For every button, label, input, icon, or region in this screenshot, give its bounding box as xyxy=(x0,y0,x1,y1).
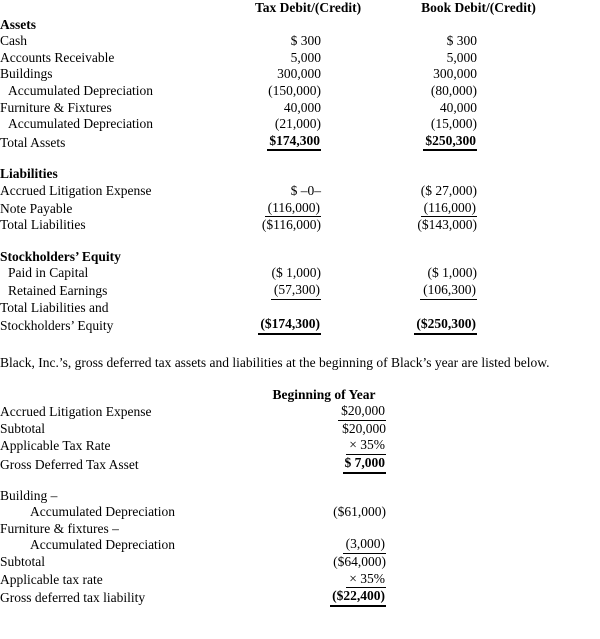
section-heading-assets: Assets xyxy=(0,16,36,32)
row-label: Gross deferred tax liability xyxy=(0,590,146,606)
row-label-line2: Accumulated Depreciation xyxy=(30,537,176,553)
row-label: Gross Deferred Tax Asset xyxy=(0,457,139,473)
row-book-value: 300,000 xyxy=(433,66,477,82)
row-book-value: 40,000 xyxy=(439,99,477,115)
header-tax-column: Tax Debit/(Credit) xyxy=(255,0,362,15)
row-value xyxy=(262,403,386,421)
total-value: ($22,400) xyxy=(330,588,386,607)
table-row xyxy=(0,265,600,282)
row-label: Furniture & Fixtures xyxy=(0,99,112,115)
table-row xyxy=(0,571,600,589)
section-spacer xyxy=(0,151,600,166)
section-spacer xyxy=(0,234,600,249)
table-row-total xyxy=(0,316,600,335)
row-tax-value: 40,000 xyxy=(283,99,321,115)
row-book-value: ($ 1,000) xyxy=(427,265,477,281)
deferred-asset-header-row xyxy=(0,387,600,404)
total-value: ($174,300) xyxy=(258,316,321,335)
row-tax-value xyxy=(255,200,321,218)
row-book-value xyxy=(357,282,477,300)
row-book-value: 5,000 xyxy=(446,49,477,65)
row-tax-value xyxy=(255,282,321,300)
row-label: Total Liabilities and xyxy=(0,299,109,315)
table-row xyxy=(0,300,600,317)
row-label: Stockholders’ Equity xyxy=(0,318,114,334)
total-value: ($250,300) xyxy=(414,316,477,335)
total-value: $250,300 xyxy=(423,133,477,152)
table-row xyxy=(0,437,600,455)
row-book-value xyxy=(357,300,477,317)
section-heading-row-liabilities xyxy=(0,166,600,183)
table-row xyxy=(0,33,600,50)
row-label: Accrued Litigation Expense xyxy=(0,182,152,198)
row-label: Applicable tax rate xyxy=(0,571,103,587)
deferred-tax-liability-table xyxy=(0,488,600,607)
narrative-paragraph: Black, Inc.’s, gross deferred tax assets and liabilities at the beginning of Black’s year are listed below. xyxy=(0,354,550,370)
row-book-value: ($143,000) xyxy=(417,217,477,233)
row-label: Accumulated Depreciation xyxy=(8,82,154,98)
row-value xyxy=(262,571,386,589)
table-row xyxy=(0,554,600,571)
table-row xyxy=(0,100,600,117)
table-row xyxy=(0,50,600,67)
table-row xyxy=(0,421,600,438)
underlined-value: (3,000) xyxy=(343,536,386,554)
table-row xyxy=(0,183,600,200)
row-label-line1: Furniture & fixtures – xyxy=(0,520,119,536)
total-value: $ 7,000 xyxy=(343,455,387,474)
row-tax-value: 300,000 xyxy=(277,66,321,82)
row-tax-value: 5,000 xyxy=(290,49,321,65)
section-heading-row-assets xyxy=(0,17,600,34)
row-label: Applicable Tax Rate xyxy=(0,438,111,454)
underlined-value: (57,300) xyxy=(271,282,321,300)
table-row xyxy=(0,521,600,538)
table-row xyxy=(0,66,600,83)
row-label: Accrued Litigation Expense xyxy=(0,404,152,420)
row-label: Buildings xyxy=(0,66,53,82)
section-heading-equity: Stockholders’ Equity xyxy=(0,248,121,264)
underlined-value: (106,300) xyxy=(420,282,477,300)
row-label: Paid in Capital xyxy=(8,265,89,281)
row-value xyxy=(262,588,386,607)
table-row xyxy=(0,488,600,505)
deferred-tax-asset-table xyxy=(0,387,600,474)
section-heading-row-equity xyxy=(0,249,600,266)
row-book-value xyxy=(357,316,477,335)
header-book-column: Book Debit/(Credit) xyxy=(421,0,536,15)
row-tax-value xyxy=(255,133,321,152)
row-value xyxy=(262,521,386,554)
row-label: Accumulated Depreciation xyxy=(8,116,154,132)
table-row xyxy=(0,83,600,100)
row-label: Total Assets xyxy=(0,134,66,150)
underlined-value: × 35% xyxy=(346,437,386,455)
row-tax-value xyxy=(255,300,321,317)
row-tax-value: (150,000) xyxy=(268,82,321,98)
row-label: Note Payable xyxy=(0,200,73,216)
table-row xyxy=(0,217,600,234)
row-value xyxy=(262,455,386,474)
row-book-value xyxy=(357,133,477,152)
row-label: Accounts Receivable xyxy=(0,49,115,65)
table-row-total xyxy=(0,455,600,474)
row-label: Subtotal xyxy=(0,554,46,570)
balance-sheet-header-row xyxy=(0,0,600,17)
row-tax-value: $ 300 xyxy=(290,33,321,49)
row-book-value: ($ 27,000) xyxy=(420,182,477,198)
table-row xyxy=(0,116,600,133)
underlined-value: $20,000 xyxy=(338,403,386,421)
row-book-value: (80,000) xyxy=(430,82,477,98)
underlined-value: (116,000) xyxy=(421,200,477,218)
table-row xyxy=(0,282,600,300)
row-tax-value: (21,000) xyxy=(274,116,321,132)
row-tax-value xyxy=(255,316,321,335)
row-label: Total Liabilities xyxy=(0,217,86,233)
row-label: Subtotal xyxy=(0,420,46,436)
row-book-value xyxy=(357,200,477,218)
header-label-cell xyxy=(0,0,255,17)
row-label-line1: Building – xyxy=(0,487,58,503)
row-tax-value: ($ 1,000) xyxy=(271,265,321,281)
table-row-total xyxy=(0,133,600,152)
section-heading-liabilities: Liabilities xyxy=(0,166,58,182)
beginning-of-year-header: Beginning of Year xyxy=(272,386,376,402)
row-value xyxy=(262,437,386,455)
table-row xyxy=(0,403,600,421)
row-value: $20,000 xyxy=(342,420,386,436)
row-book-value: (15,000) xyxy=(430,116,477,132)
row-label-line2: Accumulated Depreciation xyxy=(30,504,176,520)
underlined-value: (116,000) xyxy=(265,200,321,218)
row-tax-value: $ –0– xyxy=(290,182,321,198)
row-value: ($64,000) xyxy=(333,554,386,570)
row-tax-value: ($116,000) xyxy=(261,217,321,233)
table-row-total xyxy=(0,588,600,607)
row-label: Retained Earnings xyxy=(8,282,108,298)
row-value: ($61,000) xyxy=(333,504,386,520)
underlined-value: × 35% xyxy=(346,571,386,589)
total-value: $174,300 xyxy=(267,133,321,152)
row-book-value: $ 300 xyxy=(446,33,477,49)
row-label: Cash xyxy=(0,33,27,49)
table-row xyxy=(0,200,600,218)
